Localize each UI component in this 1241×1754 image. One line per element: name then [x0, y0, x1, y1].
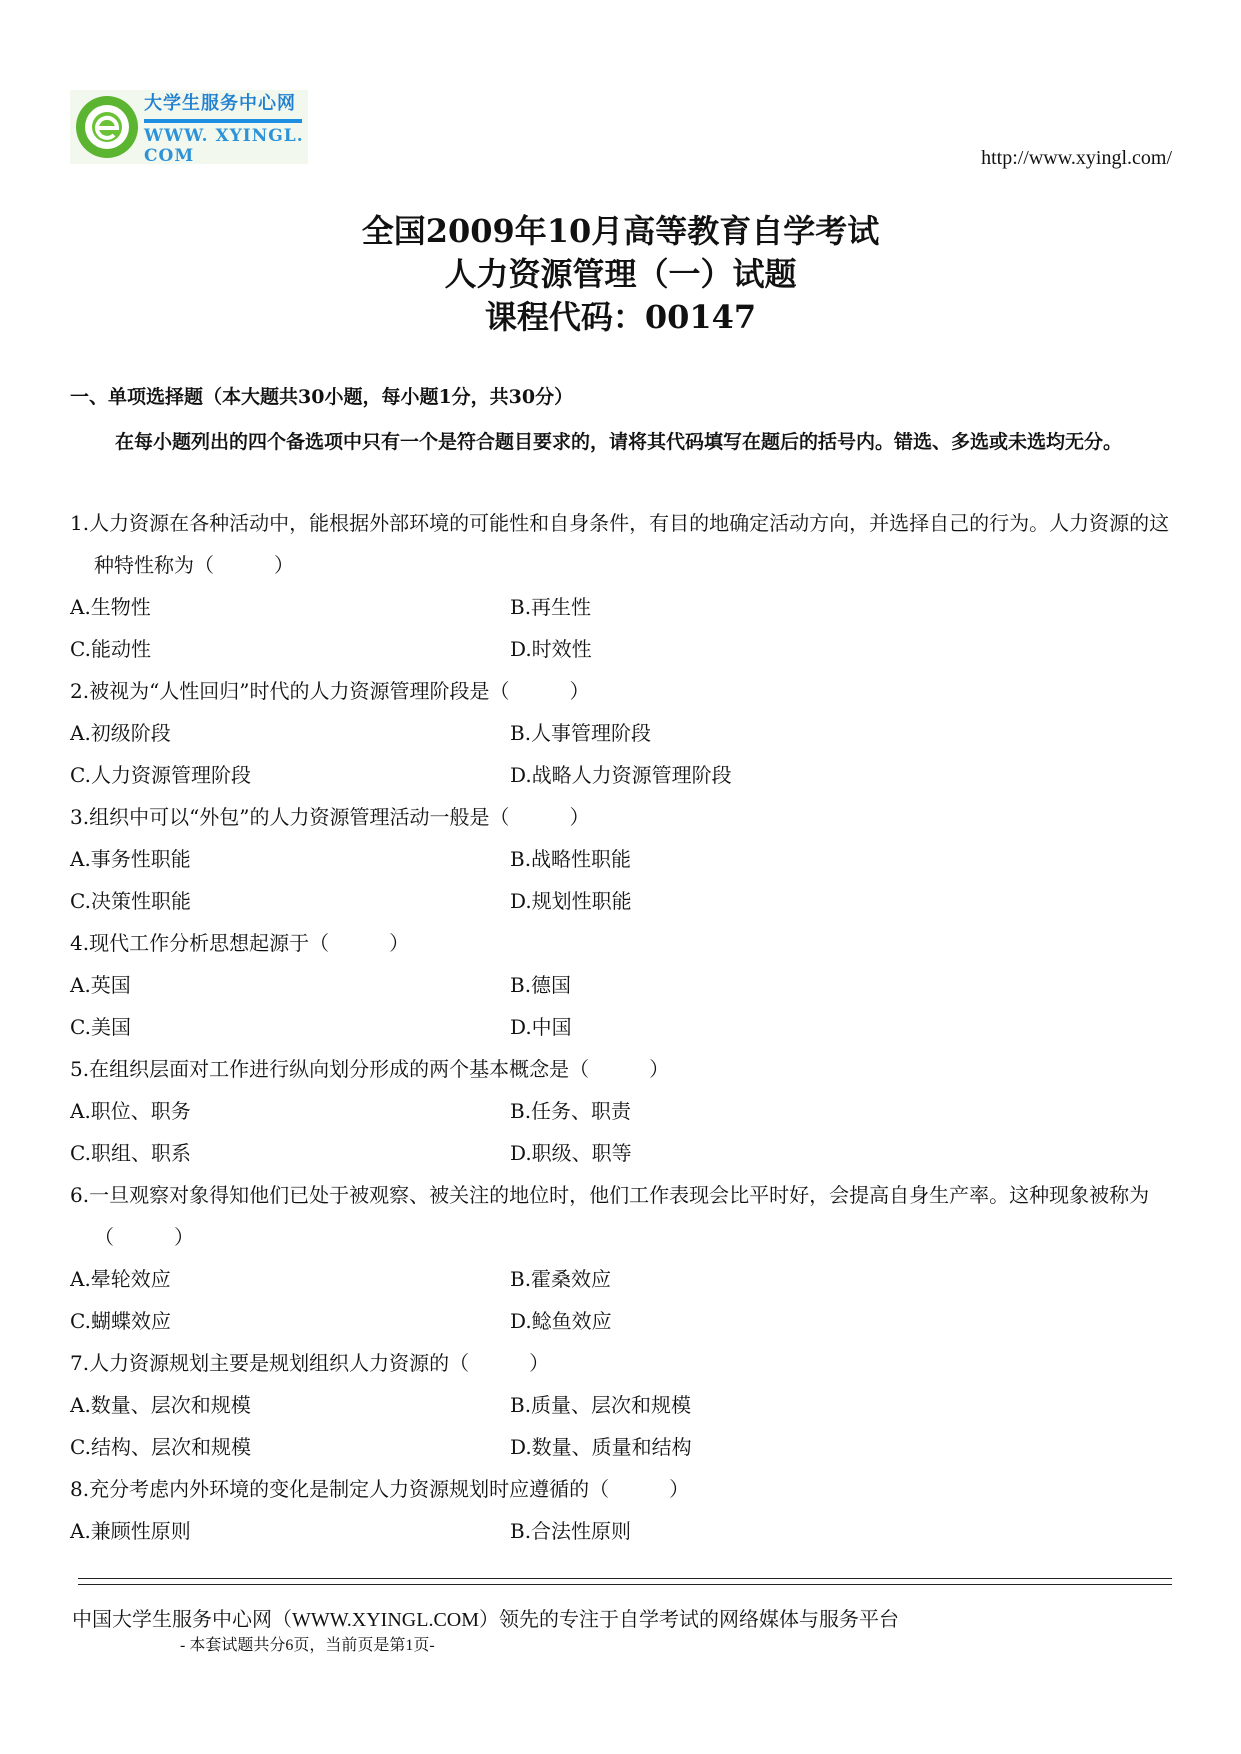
question-2: [70, 670, 1176, 796]
option-a: A.初级阶段: [70, 721, 171, 745]
site-logo: [70, 90, 308, 164]
question-stem: 7.人力资源规划主要是规划组织人力资源的（ ）: [70, 1351, 550, 1375]
option-a: A.晕轮效应: [70, 1267, 171, 1291]
option-a: A.英国: [70, 973, 131, 997]
option-b: B.再生性: [510, 595, 592, 619]
option-b: B.德国: [510, 973, 572, 997]
option-a: A.生物性: [70, 595, 151, 619]
footer-double-rule: [78, 1578, 1172, 1585]
option-d: D.数量、质量和结构: [510, 1435, 692, 1459]
option-b: B.任务、职责: [510, 1099, 632, 1123]
option-b: B.合法性原则: [510, 1519, 632, 1543]
question-stem: 4.现代工作分析思想起源于（ ）: [70, 931, 410, 955]
course-code: 课程代码：00147: [484, 298, 757, 336]
site-url[interactable]: http://www.xyingl.com/: [981, 147, 1172, 169]
option-c: C.决策性职能: [70, 889, 191, 913]
logo-divider: [144, 119, 302, 123]
section-heading: 一、单项选择题（本大题共30小题，每小题1分，共30分）: [70, 386, 574, 408]
option-c: C.人力资源管理阶段: [70, 763, 251, 787]
option-b: B.霍桑效应: [510, 1267, 612, 1291]
option-c: C.美国: [70, 1015, 131, 1039]
option-a: A.兼顾性原则: [70, 1519, 191, 1543]
option-d: D.中国: [510, 1015, 572, 1039]
logo-chinese-name: 大学生服务中心网: [144, 92, 296, 114]
question-stem: 6.一旦观察对象得知他们已处于被观察、被关注的地位时，他们工作表现会比平时好，会提高自身生产率。这种现象被称为（ ）: [70, 1183, 1150, 1249]
question-6: [70, 1174, 1176, 1342]
exam-title: 全国2009年10月高等教育自学考试: [361, 212, 880, 250]
question-8: [70, 1468, 1176, 1552]
page-indicator: - 本套试题共分6页，当前页是第1页-: [180, 1637, 435, 1654]
question-stem: 8.充分考虑内外环境的变化是制定人力资源规划时应遵循的（ ）: [70, 1477, 690, 1501]
question-stem: 1.人力资源在各种活动中，能根据外部环境的可能性和自身条件，有目的地确定活动方向，并选择自己的行为。人力资源的这种特性称为（ ）: [70, 511, 1170, 577]
option-a: A.职位、职务: [70, 1099, 191, 1123]
option-b: B.质量、层次和规模: [510, 1393, 692, 1417]
question-4: [70, 922, 1176, 1048]
question-list: [70, 502, 1176, 1552]
option-a: A.事务性职能: [70, 847, 191, 871]
question-stem: 3.组织中可以“外包”的人力资源管理活动一般是（ ）: [70, 805, 590, 829]
option-d: D.规划性职能: [510, 889, 632, 913]
option-c: C.蝴蝶效应: [70, 1309, 171, 1333]
option-b: B.战略性职能: [510, 847, 632, 871]
question-7: [70, 1342, 1176, 1468]
option-b: B.人事管理阶段: [510, 721, 652, 745]
option-d: D.时效性: [510, 637, 592, 661]
section-instruction: 在每小题列出的四个备选项中只有一个是符合题目要求的，请将其代码填写在题后的括号内。错选、多选或未选均无分。: [115, 431, 1123, 453]
question-1: [70, 502, 1176, 670]
question-stem: 2.被视为“人性回归”时代的人力资源管理阶段是（ ）: [70, 679, 590, 703]
option-d: D.鲶鱼效应: [510, 1309, 612, 1333]
option-d: D.职级、职等: [510, 1141, 632, 1165]
exam-subject: 人力资源管理（一）试题: [444, 255, 797, 293]
option-d: D.战略人力资源管理阶段: [510, 763, 732, 787]
question-3: [70, 796, 1176, 922]
option-a: A.数量、层次和规模: [70, 1393, 251, 1417]
footer-slogan: 中国大学生服务中心网（WWW.XYINGL.COM）领先的专注于自学考试的网络媒体与服务平台: [72, 1609, 900, 1631]
question-stem: 5.在组织层面对工作进行纵向划分形成的两个基本概念是（ ）: [70, 1057, 670, 1081]
option-c: C.能动性: [70, 637, 151, 661]
logo-english-name: WWW. XYINGL. COM: [144, 125, 304, 166]
question-5: [70, 1048, 1176, 1174]
option-c: C.结构、层次和规模: [70, 1435, 251, 1459]
logo-e-icon: [74, 94, 140, 160]
option-c: C.职组、职系: [70, 1141, 191, 1165]
